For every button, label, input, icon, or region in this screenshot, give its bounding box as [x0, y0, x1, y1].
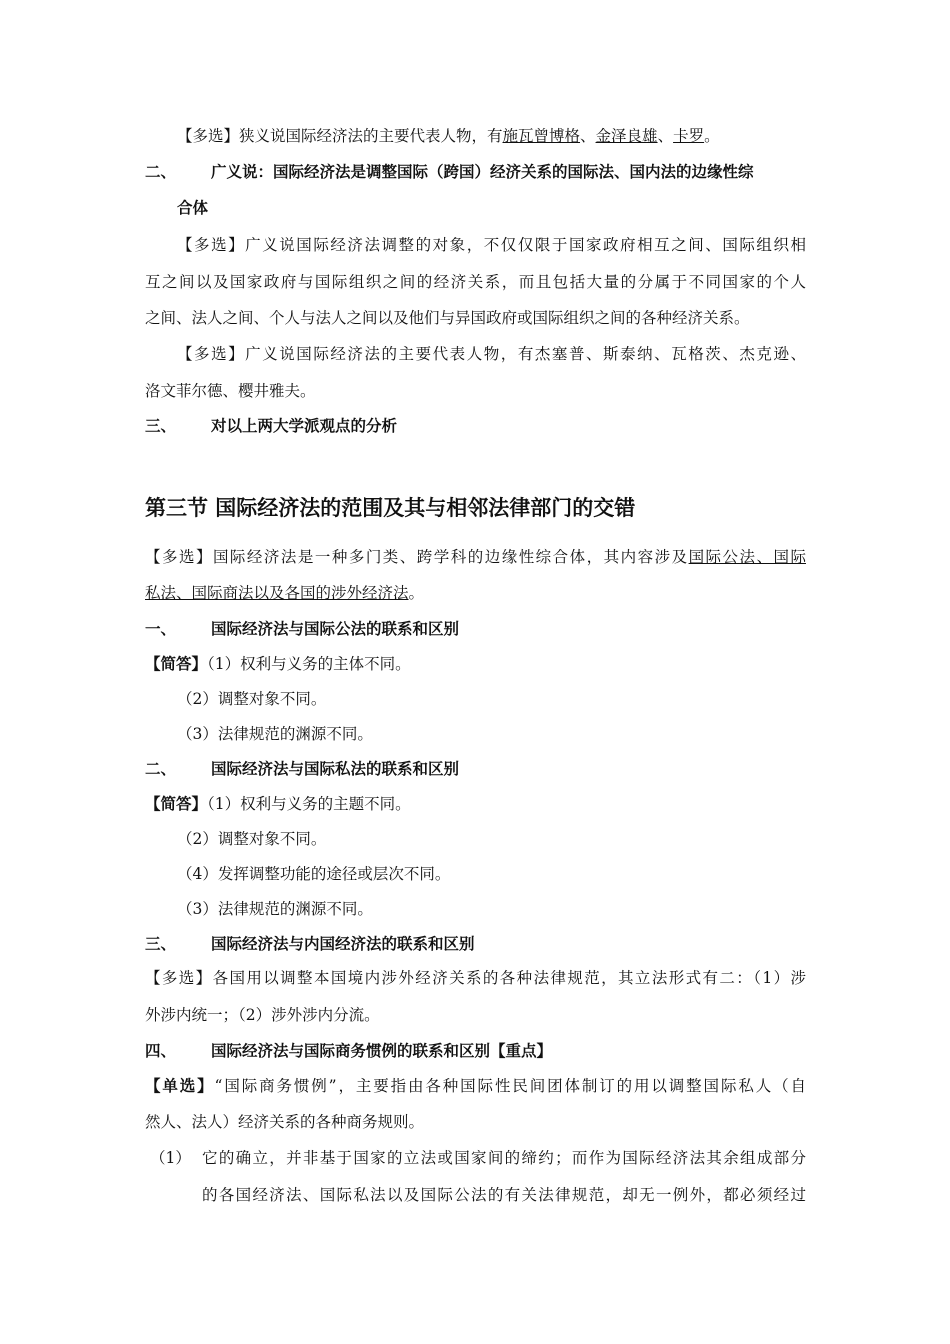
paragraph-line: 互之间以及国家政府与国际组织之间的经济关系，而且包括大量的分属于不同国家的个人 — [145, 273, 806, 291]
paragraph-line: 【多选】广义说国际经济法的主要代表人物，有杰塞普、斯泰纳、瓦格茨、杰克逊、 — [177, 345, 806, 363]
section-title: 国际经济法与国际私法的联系和区别 — [211, 759, 460, 778]
paragraph-line: 【多选】广义说国际经济法调整的对象，不仅仅限于国家政府相互之间、国际组织相 — [177, 236, 806, 254]
section-number: 三、 — [145, 934, 177, 953]
paragraph-line: 洛文菲尔德、樱井雅夫。 — [145, 382, 316, 400]
underlined-text: 国际公法、国际 — [688, 548, 806, 566]
underlined-name: 卡罗 — [673, 127, 705, 145]
section-title: 国际经济法与国际商务惯例的联系和区别【重点】 — [211, 1041, 553, 1060]
question-tag: 【单选】 — [145, 1076, 215, 1095]
underlined-name: 金泽良雄 — [595, 127, 658, 145]
section-number: 一、 — [145, 619, 177, 638]
question-tag: 【简答】 — [145, 654, 208, 673]
answer-item: （2）调整对象不同。 — [177, 830, 327, 848]
text-end: 。 — [704, 127, 720, 145]
paragraph-line: 外涉内统一；（2）涉外涉内分流。 — [145, 1006, 380, 1024]
answer-item: （1）权利与义务的主题不同。 — [207, 795, 411, 813]
paragraph-line: 之间、法人之间、个人与法人之间以及他们与异国政府或国际组织之间的各种经济关系。 — [145, 309, 750, 327]
section-number: 四、 — [145, 1041, 177, 1060]
item-number: （1） — [150, 1149, 191, 1167]
item-line: 的各国经济法、国际私法以及国际公法的有关法律规范，却无一例外，都必须经过 — [202, 1186, 806, 1204]
section-heading: 第三节 国际经济法的范围及其与相邻法律部门的交错 — [145, 495, 636, 520]
section-number: 二、 — [145, 759, 177, 778]
answer-item: （2）调整对象不同。 — [177, 690, 327, 708]
text-segment: 【多选】国际经济法是一种多门类、跨学科的边缘性综合体，其内容涉及 — [145, 548, 689, 566]
paragraph-line — [145, 582, 424, 604]
separator: 、 — [580, 127, 596, 145]
underlined-text: 私法、国际商法以及各国的涉外经济法 — [145, 584, 409, 602]
answer-item: （4）发挥调整功能的途径或层次不同。 — [177, 865, 451, 883]
section-title: 国际经济法与内国经济法的联系和区别 — [211, 934, 475, 953]
question-tag: 【简答】 — [145, 794, 208, 813]
answer-item: （1）权利与义务的主体不同。 — [207, 655, 411, 673]
text-segment: “国际商务惯例”，主要指由各种国际性民间团体制订的用以调整国际私人（自 — [214, 1077, 806, 1095]
answer-line — [145, 653, 411, 675]
text-end: 。 — [408, 584, 425, 602]
narrow-school-representatives — [177, 125, 720, 147]
answer-item: （3）法律规范的渊源不同。 — [177, 900, 373, 918]
separator: 、 — [657, 127, 674, 145]
section-title-continued: 合体 — [177, 198, 209, 217]
section-title: 广义说：国际经济法是调整国际（跨国）经济关系的国际法、国内法的边缘性综 — [211, 162, 754, 181]
paragraph-line — [145, 1075, 806, 1097]
answer-item: （3）法律规范的渊源不同。 — [177, 725, 373, 743]
item-line: 它的确立，并非基于国家的立法或国家间的缔约；而作为国际经济法其余组成部分 — [202, 1149, 806, 1167]
answer-line — [145, 793, 411, 815]
text-segment: 【多选】狭义说国际经济法的主要代表人物，有 — [177, 127, 503, 145]
paragraph-line: 【多选】各国用以调整本国境内涉外经济关系的各种法律规范，其立法形式有二：（1）涉 — [145, 969, 806, 987]
section-number: 二、 — [145, 162, 177, 181]
section-title: 国际经济法与国际公法的联系和区别 — [211, 619, 460, 638]
paragraph-line: 然人、法人）经济关系的各种商务规则。 — [145, 1113, 425, 1131]
section-number: 三、 — [145, 416, 177, 435]
paragraph-line — [145, 546, 806, 568]
underlined-name: 施瓦曾博格 — [502, 127, 581, 145]
section-title: 对以上两大学派观点的分析 — [211, 416, 398, 435]
